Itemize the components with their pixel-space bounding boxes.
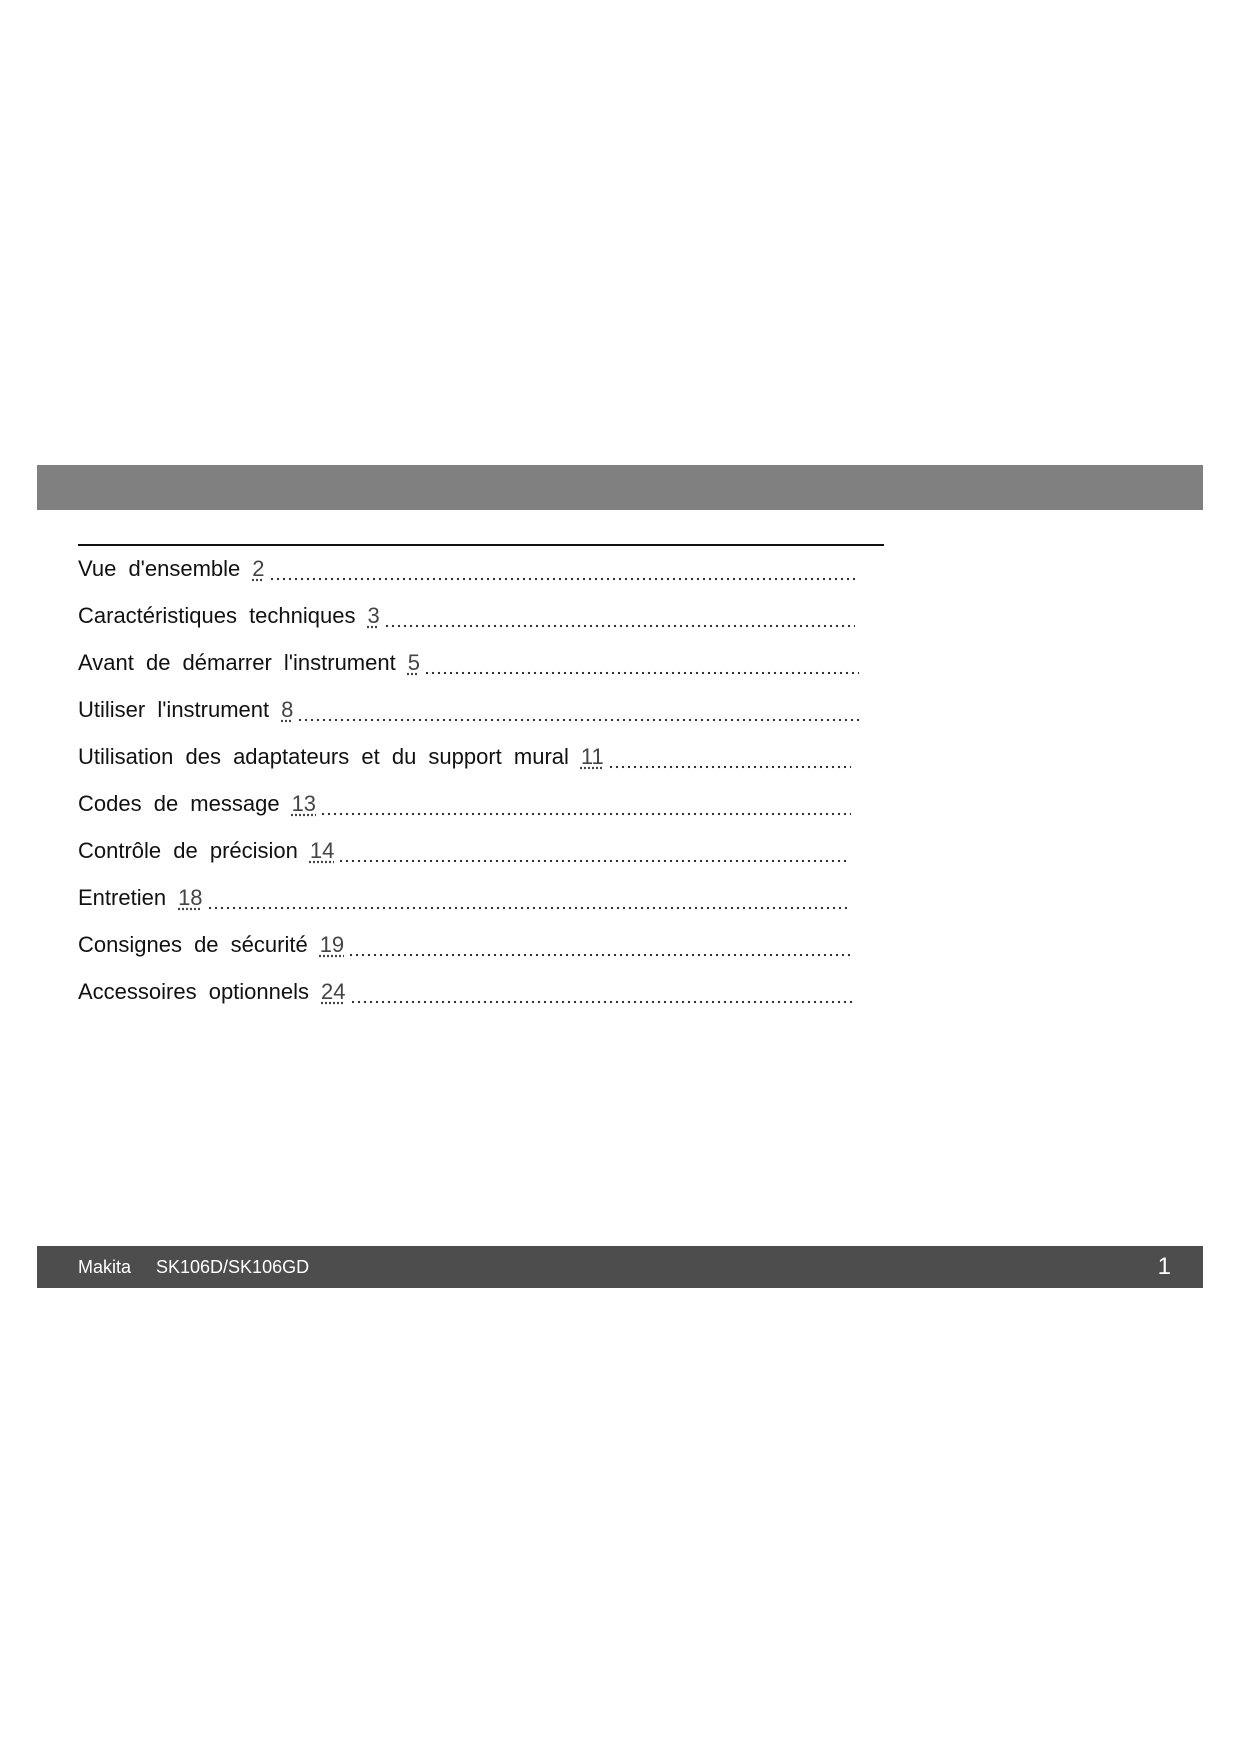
toc-entry[interactable] <box>78 830 848 864</box>
toc-entry-title: Codes de message <box>78 791 280 816</box>
header-band <box>37 465 1203 510</box>
toc-entry[interactable] <box>78 877 851 911</box>
toc-entry-title: Consignes de sécurité <box>78 932 308 957</box>
toc-entry[interactable] <box>78 736 851 770</box>
toc-entry-page: 14 <box>309 838 335 863</box>
toc-entry[interactable] <box>78 642 859 676</box>
toc-dot-leader <box>207 885 851 911</box>
toc-entry-title: Utiliser l'instrument <box>78 697 270 722</box>
toc-dot-leader <box>297 697 859 723</box>
toc-entry-title: Vue d'ensemble <box>78 556 241 581</box>
toc-entry-page: 8 <box>281 697 294 722</box>
toc-entry[interactable] <box>78 595 855 629</box>
toc-entry[interactable] <box>78 548 859 582</box>
toc-dot-leader <box>348 932 851 958</box>
toc-dot-leader <box>384 603 855 629</box>
toc-entry[interactable] <box>78 971 853 1005</box>
toc-entry-page: 19 <box>319 932 345 957</box>
toc-entry-page: 11 <box>580 744 604 769</box>
toc-entry-title: Contrôle de précision <box>78 838 298 863</box>
footer-band <box>37 1246 1203 1288</box>
toc-entry-page: 24 <box>321 979 346 1004</box>
toc-entry-title: Utilisation des adaptateurs et du support mural <box>78 744 569 769</box>
toc-entry-page: 13 <box>291 791 317 816</box>
toc-entry-title: Caractéristiques techniques <box>78 603 356 628</box>
toc-dot-leader <box>608 744 851 770</box>
toc-entry-page: 3 <box>367 603 380 628</box>
toc-entry-title: Avant de démarrer l'instrument <box>78 650 396 675</box>
footer-page-number: 1 <box>1157 1253 1171 1280</box>
toc-dot-leader <box>338 838 848 864</box>
toc-dot-leader <box>320 791 851 817</box>
toc-dot-leader <box>269 556 859 582</box>
toc-entry-page: 5 <box>407 650 420 675</box>
toc-entry-page: 18 <box>178 885 203 910</box>
toc-entry[interactable] <box>78 783 851 817</box>
toc-entry-title: Entretien <box>78 885 167 910</box>
footer-model: SK106D/SK106GD <box>156 1257 310 1277</box>
toc-entry[interactable] <box>78 924 851 958</box>
toc-entry-title: Accessoires optionnels <box>78 979 310 1004</box>
toc-dot-leader <box>424 650 859 676</box>
footer-brand: Makita <box>78 1257 132 1277</box>
title-rule <box>78 544 884 546</box>
toc-entry[interactable] <box>78 689 859 723</box>
toc-dot-leader <box>350 979 854 1005</box>
toc-entry-page: 2 <box>252 556 265 581</box>
